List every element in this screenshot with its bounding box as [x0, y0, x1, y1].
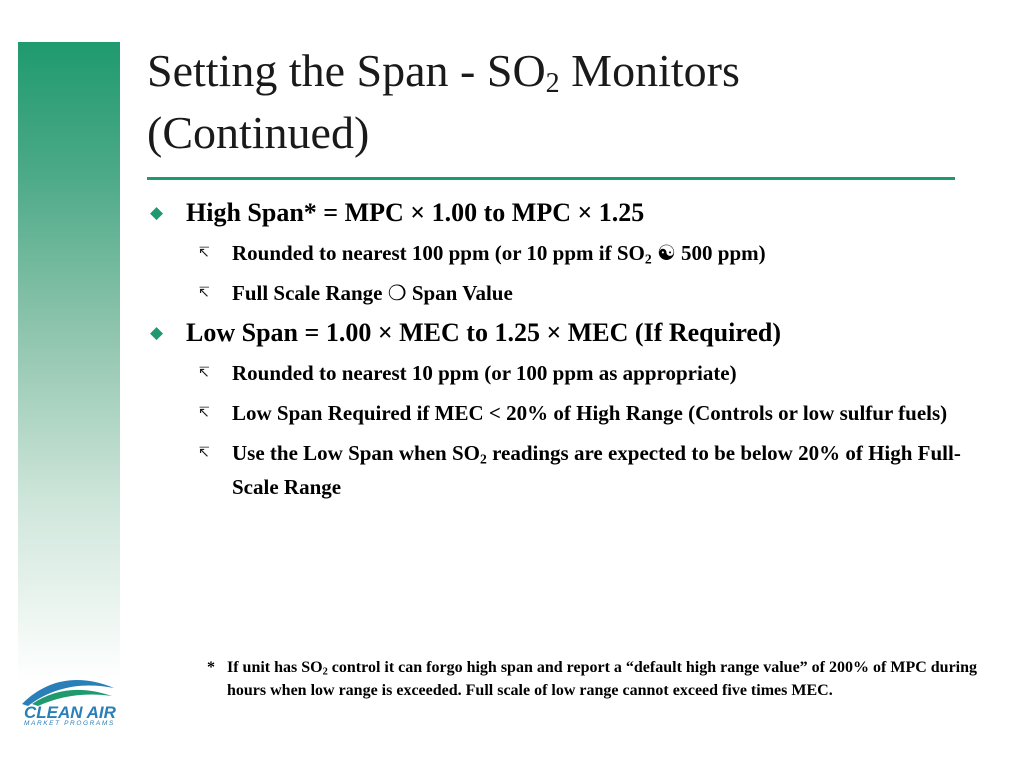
- arrow-bullet-icon: ↸: [198, 285, 210, 301]
- arrow-bullet-icon: ↸: [198, 245, 210, 261]
- arrow-bullet-icon: ↸: [198, 445, 210, 461]
- sub-bullet-use-low-span: ↸ Use the Low Span when $SO_2$ readings are expected to be below 20% of High Full-Scale Range: [150, 436, 990, 504]
- title-divider: [147, 177, 955, 180]
- yin-yang-symbol-icon: ☯: [656, 241, 676, 265]
- diamond-bullet-icon: ◆: [150, 323, 164, 342]
- arrow-bullet-icon: ↸: [198, 405, 210, 421]
- footnote-asterisk: *: [207, 659, 215, 676]
- bullet-list: [150, 196, 990, 510]
- logo-name: CLEAN AIR: [24, 703, 116, 722]
- slide-title: Setting the Span - $SO_2$ Monitors (Continued): [147, 45, 740, 158]
- arrow-bullet-icon: ↸: [198, 365, 210, 381]
- decorative-side-bar: [18, 42, 120, 682]
- sub-bullet-rounded-low: ↸ Rounded to nearest 10 ppm (or 100 ppm as appropriate): [150, 356, 990, 390]
- footnote: * If unit has $SO_2$ control it can forgo high span and report a “default high range value” of 200% of MPC during hours when low range is exceeded. Full scale of low range cannot exceed five times MEC.: [207, 656, 977, 702]
- sub-bullet-low-span-required: ↸ Low Span Required if MEC < 20% of High Range (Controls or low sulfur fuels): [150, 396, 990, 430]
- logo-tagline: MARKET PROGRAMS: [24, 720, 115, 727]
- circle-symbol-icon: ❍: [387, 281, 407, 305]
- bullet-high-span: ◆ High Span* = MPC × 1.00 to MPC × 1.25: [150, 196, 990, 230]
- sub-bullet-full-scale: ↸ Full Scale Range ❍ Span Value: [150, 276, 990, 310]
- bullet-low-span: ◆ Low Span = 1.00 × MEC to 1.25 × MEC (If Required): [150, 316, 990, 350]
- diamond-bullet-icon: ◆: [150, 203, 164, 222]
- sub-bullet-rounded-high: ↸ Rounded to nearest 100 ppm (or 10 ppm if $SO_2$ ☯ 500 ppm): [150, 236, 990, 270]
